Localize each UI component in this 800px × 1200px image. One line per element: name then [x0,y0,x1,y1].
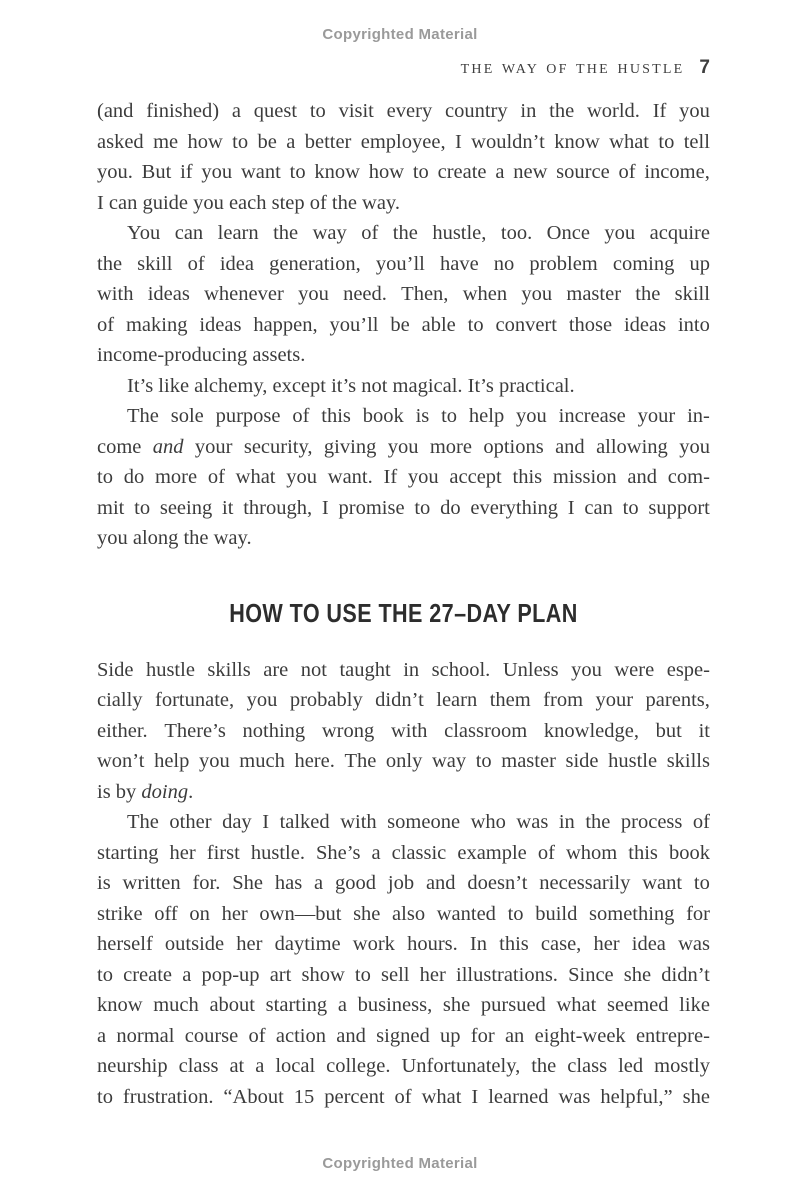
copyright-notice-bottom: Copyrighted Material [322,1155,478,1172]
section-heading: HOW TO USE THE 27–DAY PLAN [229,597,578,628]
text-line: (and finished) a quest to visit every country in the world. If you [97,100,710,122]
text-line: with ideas whenever you need. Then, when you master the skill [97,283,710,305]
text-line: you. But if you want to know how to create a new source of income, [97,161,710,183]
paragraph [97,655,710,808]
paragraph [97,401,710,554]
text-line: neurship class at a local college. Unfortunately, the class led mostly [97,1055,710,1077]
text-line: either. There’s nothing wrong with classroom knowledge, but it [97,719,710,742]
page-number: 7 [699,57,710,78]
intro-paragraphs [97,96,710,554]
text-line: starting her first hustle. She’s a classic example of whom this book [97,841,710,864]
paragraph [97,371,710,402]
running-head-title: THE WAY OF THE HUSTLE [460,62,685,77]
text-line: is by doing. [97,780,194,803]
text-line: to frustration. “About 15 percent of what I learned was helpful,” she [97,1085,710,1108]
text-line: It’s like alchemy, except it’s not magical. It’s practical. [127,374,575,397]
text-line: Side hustle skills are not taught in school. Unless you were espe- [97,658,710,681]
text-line: won’t help you much here. The only way to master side hustle skills [97,750,710,772]
text-line: income-producing assets. [97,344,306,366]
text-line: to create a pop-up art show to sell her illustrations. Since she didn’t [97,963,710,986]
text-line: a normal course of action and signed up for an eight-week entrepre- [97,1024,710,1047]
text-line: come and your security, giving you more options and allowing you [97,435,710,458]
copyright-notice-top: Copyrighted Material [322,26,478,43]
text-line: You can learn the way of the hustle, too. Once you acquire [127,222,710,244]
section-paragraphs [97,655,710,1113]
running-head-row [461,57,710,79]
text-line: of making ideas happen, you’ll be able to convert those ideas into [97,313,710,336]
text-line: The other day I talked with someone who was in the process of [127,811,710,833]
text-line: strike off on her own—but she also wanted to build something for [97,902,710,925]
text-line: is written for. She has a good job and doesn’t necessarily want to [97,872,710,894]
text-line: cially fortunate, you probably didn’t learn them from your parents, [97,689,710,711]
paragraph [97,807,710,1112]
body-text [97,96,710,1112]
paragraph [97,96,710,218]
text-line: I can guide you each step of the way. [97,191,400,214]
text-line: herself outside her daytime work hours. In this case, her idea was [97,933,710,955]
text-line: know much about starting a business, she pursued what seemed like [97,994,710,1016]
text-line: The sole purpose of this book is to help you increase your in- [127,405,710,427]
paragraph [97,218,710,371]
text-line: you along the way. [97,527,252,549]
text-line: to do more of what you want. If you accept this mission and com- [97,466,710,488]
text-line: the skill of idea generation, you’ll have no problem coming up [97,252,710,275]
text-line: mit to seeing it through, I promise to do everything I can to support [97,496,710,519]
text-line: asked me how to be a better employee, I wouldn’t know what to tell [97,130,710,153]
